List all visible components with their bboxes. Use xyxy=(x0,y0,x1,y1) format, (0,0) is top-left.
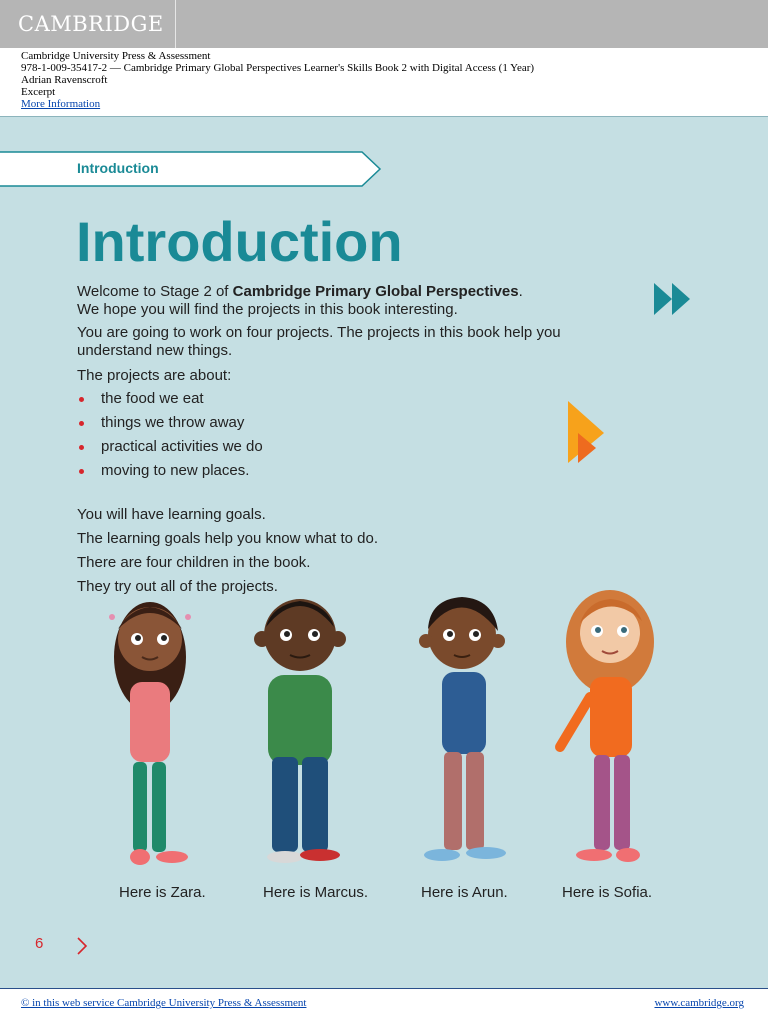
caption-sofia: Here is Sofia. xyxy=(562,884,653,901)
copyright-link[interactable]: © in this web service Cambridge University Press & Assessment xyxy=(21,997,307,1009)
section-tab xyxy=(0,151,382,187)
tab-arrow-shape xyxy=(0,151,382,187)
list-item: things we throw away xyxy=(77,413,263,437)
author-line: Adrian Ravenscroft xyxy=(21,74,108,86)
page-number: 6 xyxy=(35,935,44,952)
chevron-right-icon[interactable] xyxy=(76,936,88,956)
section-tab-label: Introduction xyxy=(77,160,159,176)
list-item: the food we eat xyxy=(77,389,263,413)
logo-text: CAMBRIDGE xyxy=(18,12,164,36)
projects-about-label: The projects are about: xyxy=(77,367,232,384)
list-item: moving to new places. xyxy=(77,461,263,485)
sofia-illustration xyxy=(552,587,682,877)
page-footer xyxy=(0,988,768,1024)
book-metadata xyxy=(21,50,534,110)
goal-line: There are four children in the book. xyxy=(77,554,311,571)
marcus-illustration xyxy=(240,587,370,877)
more-information-link[interactable]: More Information xyxy=(21,98,101,110)
publisher-line: Cambridge University Press & Assessment xyxy=(21,50,211,62)
caption-zara: Here is Zara. xyxy=(119,884,206,901)
welcome-paragraph xyxy=(77,283,523,319)
children-illustration xyxy=(90,587,690,887)
list-item: practical activities we do xyxy=(77,437,263,461)
play-arrow-icon xyxy=(568,401,606,465)
excerpt-line: Excerpt xyxy=(21,86,56,98)
series-name: Cambridge Primary Global Perspectives xyxy=(232,283,519,300)
project-list xyxy=(77,389,263,485)
cambridge-logo[interactable] xyxy=(0,0,176,48)
isbn-title-line: 978-1-009-35417-2 — Cambridge Primary Global Perspectives Learner's Skills Book 2 with Digital Access (1 Year) xyxy=(21,62,535,74)
zara-illustration xyxy=(90,587,220,877)
projects-paragraph: You are going to work on four projects. The projects in this book help you understand new things. xyxy=(77,324,561,359)
goal-line: You will have learning goals. xyxy=(77,506,266,523)
caption-arun: Here is Arun. xyxy=(421,884,508,901)
goal-line: They try out all of the projects. xyxy=(77,578,278,595)
fast-forward-icon xyxy=(654,283,692,315)
top-bar xyxy=(0,0,768,48)
welcome-post: . xyxy=(518,283,523,300)
page-title: Introduction xyxy=(76,210,403,273)
goal-line: The learning goals help you know what to do. xyxy=(77,530,379,547)
goals-paragraph xyxy=(77,503,378,599)
book-page xyxy=(0,116,768,988)
caption-marcus: Here is Marcus. xyxy=(263,884,369,901)
welcome-line2: We hope you will find the projects in this book interesting. xyxy=(77,301,458,318)
welcome-pre: Welcome to Stage 2 of xyxy=(77,283,233,300)
arun-illustration xyxy=(402,587,532,877)
cambridge-website-link[interactable]: www.cambridge.org xyxy=(654,997,744,1009)
